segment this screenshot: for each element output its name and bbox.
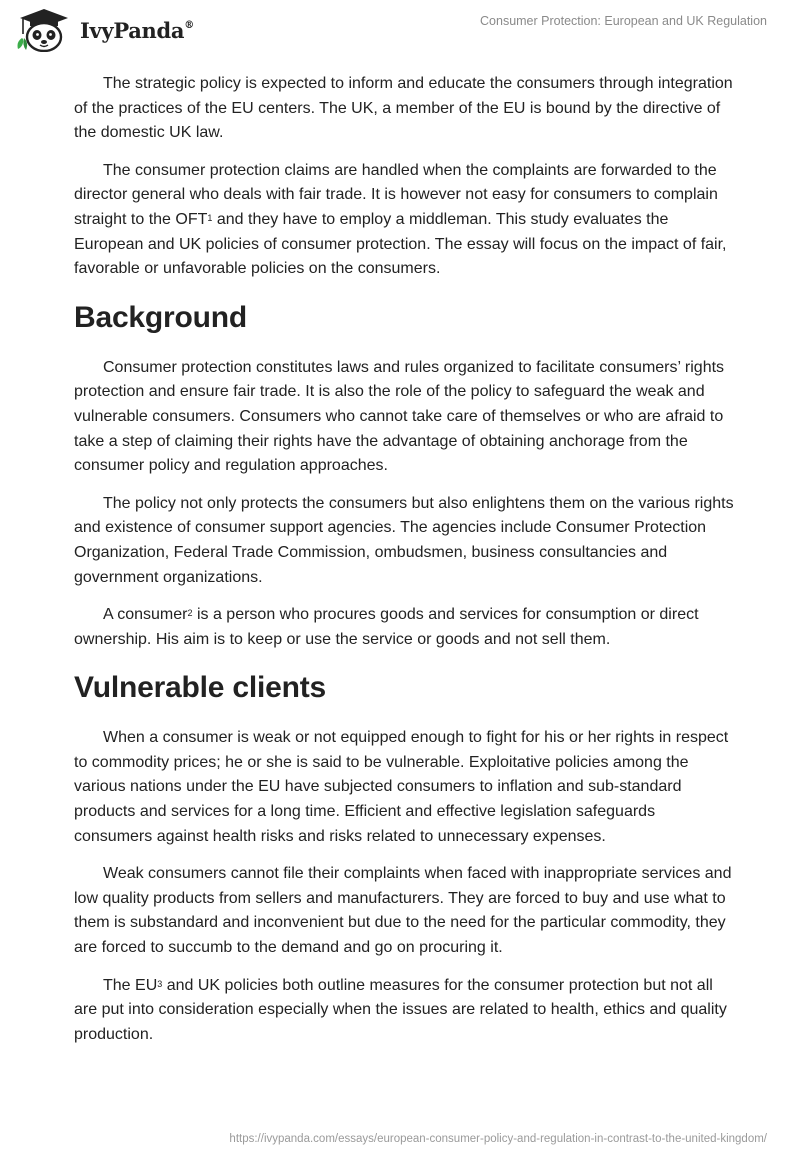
paragraph-4: The policy not only protects the consumers but also enlightens them on the various rights and existence of consumer support agencies. The agencies include Consumer Protection Organization, Federal Trade Commission, ombudsmen, business consultancies and government organizations. — [74, 494, 734, 586]
paragraph-8-text-a: The EU — [103, 976, 158, 994]
footnote-ref-1[interactable]: 1 — [207, 212, 213, 223]
paragraph-8 — [74, 974, 734, 1048]
paragraph-6: When a consumer is weak or not equipped enough to fight for his or her rights in respect to commodity prices; he or she is said to be vulnerable. Exploitative policies among the various nations under the EU have subjected consumers to inflation and sub-standard products and services for a long time. Efficient and effective legislation safeguards consumers against health risks and risks related to unnecessary expenses. — [74, 729, 729, 845]
paragraph-2 — [74, 159, 734, 282]
paragraph-8-text-b: and UK policies both outline measures for the consumer protection but not all are put into consideration especially when the issues are related to health, ethics and quality production. — [74, 976, 727, 1043]
footnote-ref-3[interactable]: 3 — [157, 978, 163, 989]
panda-logo-icon — [14, 8, 76, 52]
paragraph-5-text-b: is a person who procures goods and services for consumption or direct ownership. His aim is to keep or use the service or goods and not sell them. — [74, 606, 699, 648]
paragraph-5 — [74, 603, 734, 652]
heading-background: Background — [74, 300, 248, 334]
page-header — [0, 0, 800, 62]
footnote-ref-2[interactable]: 2 — [187, 608, 193, 619]
paragraph-2-text-a: The consumer protection claims are handled when the complaints are forwarded to the director general who deals with fair trade. It is however not easy for consumers to complain straight to the OFT — [74, 161, 718, 228]
logo[interactable] — [14, 8, 194, 52]
paragraph-5-text-a: A consumer — [103, 606, 188, 624]
paragraph-1: The strategic policy is expected to inform and educate the consumers through integration of the practices of the EU centers. The UK, a member of the EU is bound by the directive of the domestic UK law. — [74, 75, 733, 142]
source-url[interactable]: https://ivypanda.com/essays/european-consumer-policy-and-regulation-in-contrast-to-the-united-kingdom/ — [229, 1133, 767, 1145]
registered-mark: ® — [184, 19, 194, 31]
essay-body — [74, 72, 734, 1060]
heading-vulnerable-clients: Vulnerable clients — [74, 671, 327, 705]
logo-wordmark: IvyPanda® — [80, 17, 194, 43]
paragraph-3: Consumer protection constitutes laws and rules organized to facilitate consumers’ rights protection and ensure fair trade. It is also the role of the policy to safeguard the weak and vulnerable consumers. Consumers who cannot take care of themselves or who are afraid to take a step of claiming their rights have the advantage of obtaining anchorage from the consumer policy and regulation approaches. — [74, 358, 725, 475]
paragraph-7: Weak consumers cannot file their complaints when faced with inappropriate services and low quality products from sellers and manufacturers. They are forced to buy and use what to them is substandard and inconvenient but due to the need for the particular commodity, they are forced to succumb to the demand and go on procuring it. — [74, 865, 732, 957]
paragraph-2-text-b: and they have to employ a middleman. This study evaluates the European and UK policies of consumer protection. The essay will focus on the impact of fair, favorable or unfavorable policies on the consumers. — [74, 210, 727, 278]
document-title: Consumer Protection: European and UK Regulation — [480, 14, 767, 28]
